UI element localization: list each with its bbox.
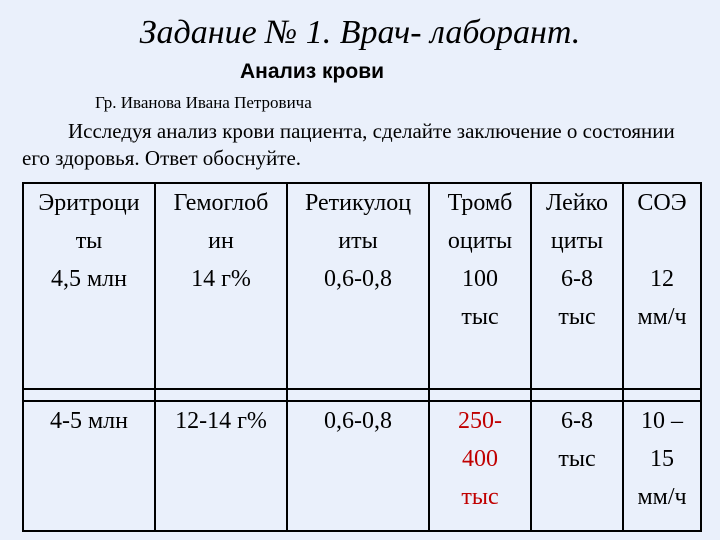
esr-cell	[623, 183, 701, 389]
task-text: Исследуя анализ крови пациента, сделайте заключение о состоянии его здоровья. Ответ обоснуйте.	[22, 119, 675, 170]
header-label	[626, 222, 698, 260]
table-row	[23, 401, 701, 531]
patient-value: 4,5 млн	[50, 266, 127, 292]
patient-value-unit: тыс	[461, 304, 499, 330]
subtitle: Анализ крови	[240, 60, 385, 83]
norm-value: 0,6-0,8	[324, 408, 392, 434]
norm-value: 400	[462, 446, 498, 472]
norm-esr-cell	[623, 401, 701, 531]
patient-value: 14 г%	[191, 266, 251, 292]
table-spacer-row	[23, 389, 701, 401]
norm-reticulocytes-cell	[287, 401, 429, 531]
patient-value-unit: тыс	[558, 304, 596, 330]
header-label: оциты	[447, 228, 513, 254]
header-label: циты	[550, 228, 604, 254]
norm-platelets-cell	[429, 401, 531, 531]
norm-value: 15	[650, 446, 674, 472]
norm-hemoglobin-cell	[155, 401, 287, 531]
patient-value: 0,6-0,8	[324, 266, 392, 292]
header-label: Лейко	[545, 190, 609, 216]
header-label: Эритроци	[38, 190, 140, 216]
norm-leukocytes-cell	[531, 401, 623, 531]
leukocytes-cell	[531, 183, 623, 389]
blood-analysis-table	[22, 182, 702, 532]
patient-name: Гр. Иванова Ивана Петровича	[95, 93, 312, 112]
norm-value: 250-	[458, 408, 502, 434]
norm-value-unit: тыс	[558, 446, 596, 472]
reticulocytes-cell	[287, 183, 429, 389]
norm-value: 10 –	[641, 408, 683, 434]
table-row	[23, 183, 701, 389]
patient-value-unit: мм/ч	[637, 304, 687, 330]
norm-value-unit: мм/ч	[637, 484, 687, 510]
header-label: СОЭ	[637, 190, 687, 216]
hemoglobin-cell	[155, 183, 287, 389]
norm-value-unit: тыс	[461, 484, 499, 510]
platelets-cell	[429, 183, 531, 389]
header-label: Гемоглоб	[173, 190, 269, 216]
erythrocytes-cell	[23, 183, 155, 389]
norm-erythrocytes-cell	[23, 401, 155, 531]
header-label: Тромб	[447, 190, 513, 216]
header-label: Ретикулоц	[304, 190, 412, 216]
patient-value: 6-8	[561, 266, 593, 292]
norm-value: 6-8	[561, 408, 593, 434]
header-label: ты	[75, 228, 103, 254]
header-label: иты	[338, 228, 378, 254]
page-title: Задание № 1. Врач- лаборант.	[139, 14, 581, 51]
norm-value: 12-14 г%	[175, 408, 267, 434]
norm-value: 4-5 млн	[50, 408, 128, 434]
patient-value: 100	[462, 266, 498, 292]
header-label: ин	[208, 228, 234, 254]
patient-value: 12	[650, 266, 674, 292]
